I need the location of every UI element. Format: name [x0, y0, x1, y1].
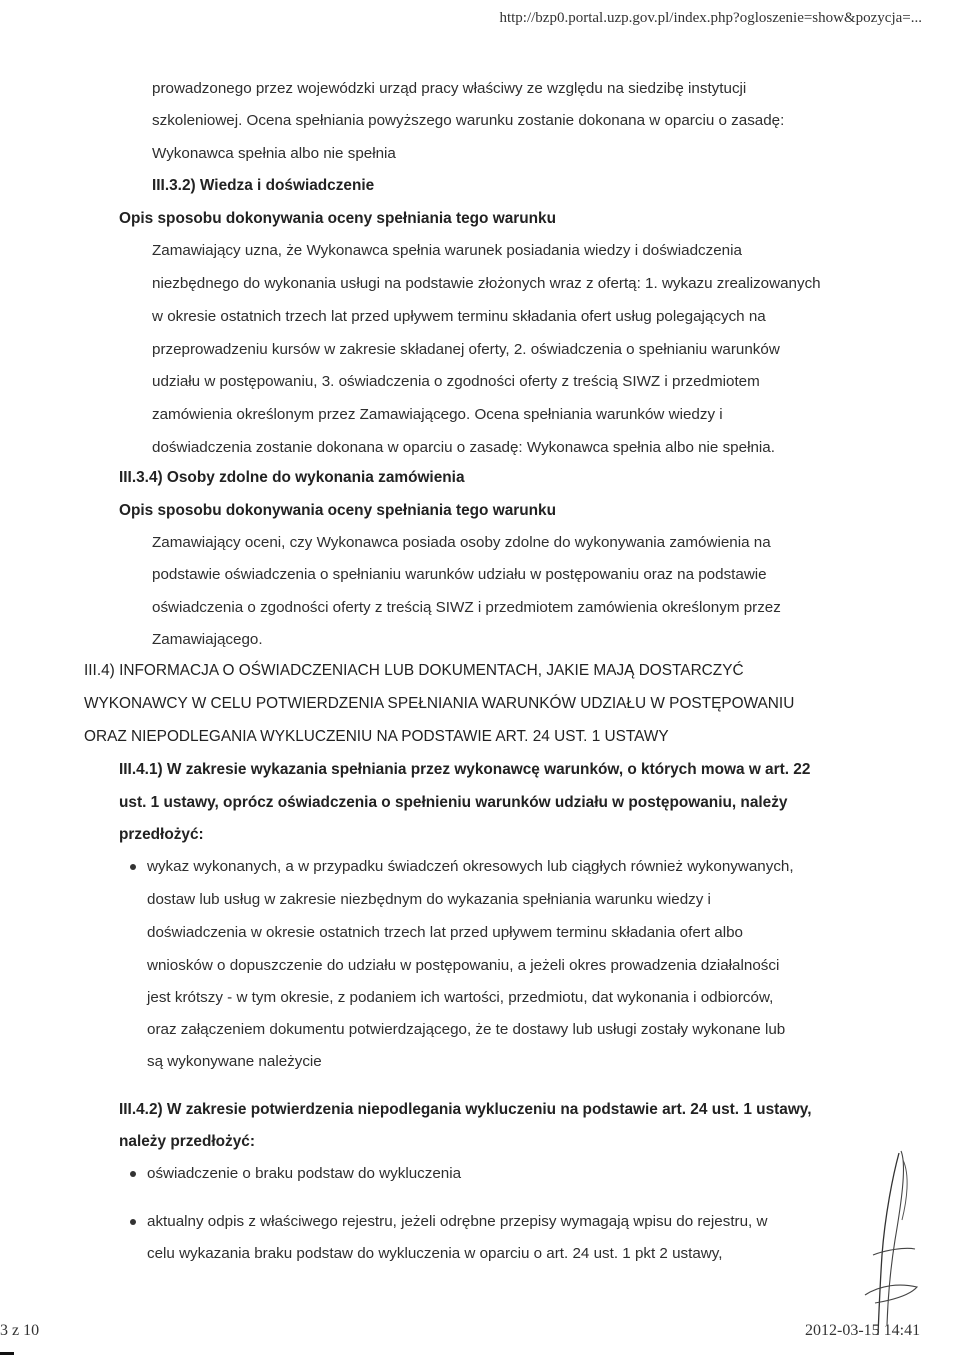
section-heading: należy przedłożyć:	[119, 1133, 255, 1150]
list-item-text: celu wykazania braku podstaw do wykluczenia w oparciu o art. 24 ust. 1 pkt 2 ustawy,	[147, 1245, 723, 1262]
section-heading: III.4.2) W zakresie potwierdzenia niepodlegania wykluczeniu na podstawie art. 24 ust. 1 ustawy,	[119, 1101, 812, 1118]
section-heading: ust. 1 ustawy, oprócz oświadczenia o spełnieniu warunków udziału w postępowaniu, należy	[119, 794, 788, 811]
page-number: 3 z 10	[0, 1322, 40, 1339]
page-url: http://bzp0.portal.uzp.gov.pl/index.php?ogloszenie=show&pozycja=...	[499, 10, 922, 26]
list-item-text: oświadczenie o braku podstaw do wykluczenia	[147, 1165, 462, 1182]
text-line: szkoleniowej. Ocena spełniania powyższego warunku zostanie dokonana w oparciu o zasadę:	[152, 112, 785, 129]
list-item-text: dostaw lub usług w zakresie niezbędnym do wykazania spełniania warunku wiedzy i	[147, 891, 711, 908]
list-item-text: oraz załączeniem dokumentu potwierdzającego, że te dostawy lub usługi zostały wykonane lub	[147, 1021, 786, 1038]
section-caps-heading: ORAZ NIEPODLEGANIA WYKLUCZENIU NA PODSTAWIE ART. 24 UST. 1 USTAWY	[84, 728, 669, 745]
section-caps-heading: III.4) INFORMACJA O OŚWIADCZENIACH LUB DOKUMENTACH, JAKIE MAJĄ DOSTARCZYĆ	[84, 662, 744, 679]
section-heading: przedłożyć:	[119, 826, 204, 843]
text-line: niezbędnego do wykonania usługi na podstawie złożonych wraz z ofertą: 1. wykazu zrealizowanych	[152, 275, 821, 292]
scan-mark	[0, 1352, 14, 1355]
text-line: Zamawiający oceni, czy Wykonawca posiada osoby zdolne do wykonywania zamówienia na	[152, 534, 771, 551]
list-item-text: jest krótszy - w tym okresie, z podaniem ich wartości, przedmiotu, dat wykonania i odbiorców,	[147, 989, 774, 1006]
bullet-icon	[130, 1171, 136, 1177]
bullet-icon	[130, 1219, 136, 1225]
text-line: Zamawiającego.	[152, 631, 263, 648]
text-line: udziału w postępowaniu, 3. oświadczenia o zgodności oferty z treścią SIWZ i przedmiotem	[152, 373, 760, 390]
section-subheading: Opis sposobu dokonywania oceny spełniania tego warunku	[119, 502, 557, 519]
text-line: zamówienia określonym przez Zamawiającego. Ocena spełniania warunków wiedzy i	[152, 406, 723, 423]
text-line: Zamawiający uzna, że Wykonawca spełnia warunek posiadania wiedzy i doświadczenia	[152, 242, 742, 259]
section-subheading: Opis sposobu dokonywania oceny spełniania tego warunku	[119, 210, 557, 227]
list-item-text: wykaz wykonanych, a w przypadku świadczeń okresowych lub ciągłych również wykonywanych,	[147, 858, 794, 875]
text-line: oświadczenia o zgodności oferty z treścią SIWZ i przedmiotem zamówienia określonym przez	[152, 599, 781, 616]
text-line: przeprowadzeniu kursów w zakresie składanej oferty, 2. oświadczenia o spełnianiu warunków	[152, 341, 780, 358]
text-line: doświadczenia zostanie dokonana w oparciu o zasadę: Wykonawca spełnia albo nie spełnia.	[152, 439, 775, 456]
list-item-text: wniosków o dopuszczenie do udziału w postępowaniu, a jeżeli okres prowadzenia działalności	[147, 957, 780, 974]
section-heading: III.3.4) Osoby zdolne do wykonania zamówienia	[119, 469, 465, 486]
section-caps-heading: WYKONAWCY W CELU POTWIERDZENIA SPEŁNIANIA WARUNKÓW UDZIAŁU W POSTĘPOWANIU	[84, 695, 795, 712]
list-item-text: aktualny odpis z właściwego rejestru, jeżeli odrębne przepisy wymagają wpisu do rejestru, w	[147, 1213, 768, 1230]
text-line: w okresie ostatnich trzech lat przed upływem terminu składania ofert usług polegających na	[152, 308, 766, 325]
text-line: Wykonawca spełnia albo nie spełnia	[152, 145, 396, 162]
text-line: prowadzonego przez wojewódzki urząd pracy właściwy ze względu na siedzibę instytucji	[152, 80, 747, 97]
section-heading: III.4.1) W zakresie wykazania spełniania przez wykonawcę warunków, o których mowa w art. 22	[119, 761, 811, 778]
text-line: podstawie oświadczenia o spełnianiu warunków udziału w postępowaniu oraz na podstawie	[152, 566, 767, 583]
list-item-text: są wykonywane należycie	[147, 1053, 322, 1070]
list-item-text: doświadczenia w okresie ostatnich trzech lat przed upływem terminu składania ofert albo	[147, 924, 743, 941]
signature-icon	[855, 1145, 935, 1345]
print-datetime: 2012-03-15 14:41	[805, 1322, 921, 1339]
bullet-icon	[130, 864, 136, 870]
section-heading: III.3.2) Wiedza i doświadczenie	[152, 177, 375, 194]
